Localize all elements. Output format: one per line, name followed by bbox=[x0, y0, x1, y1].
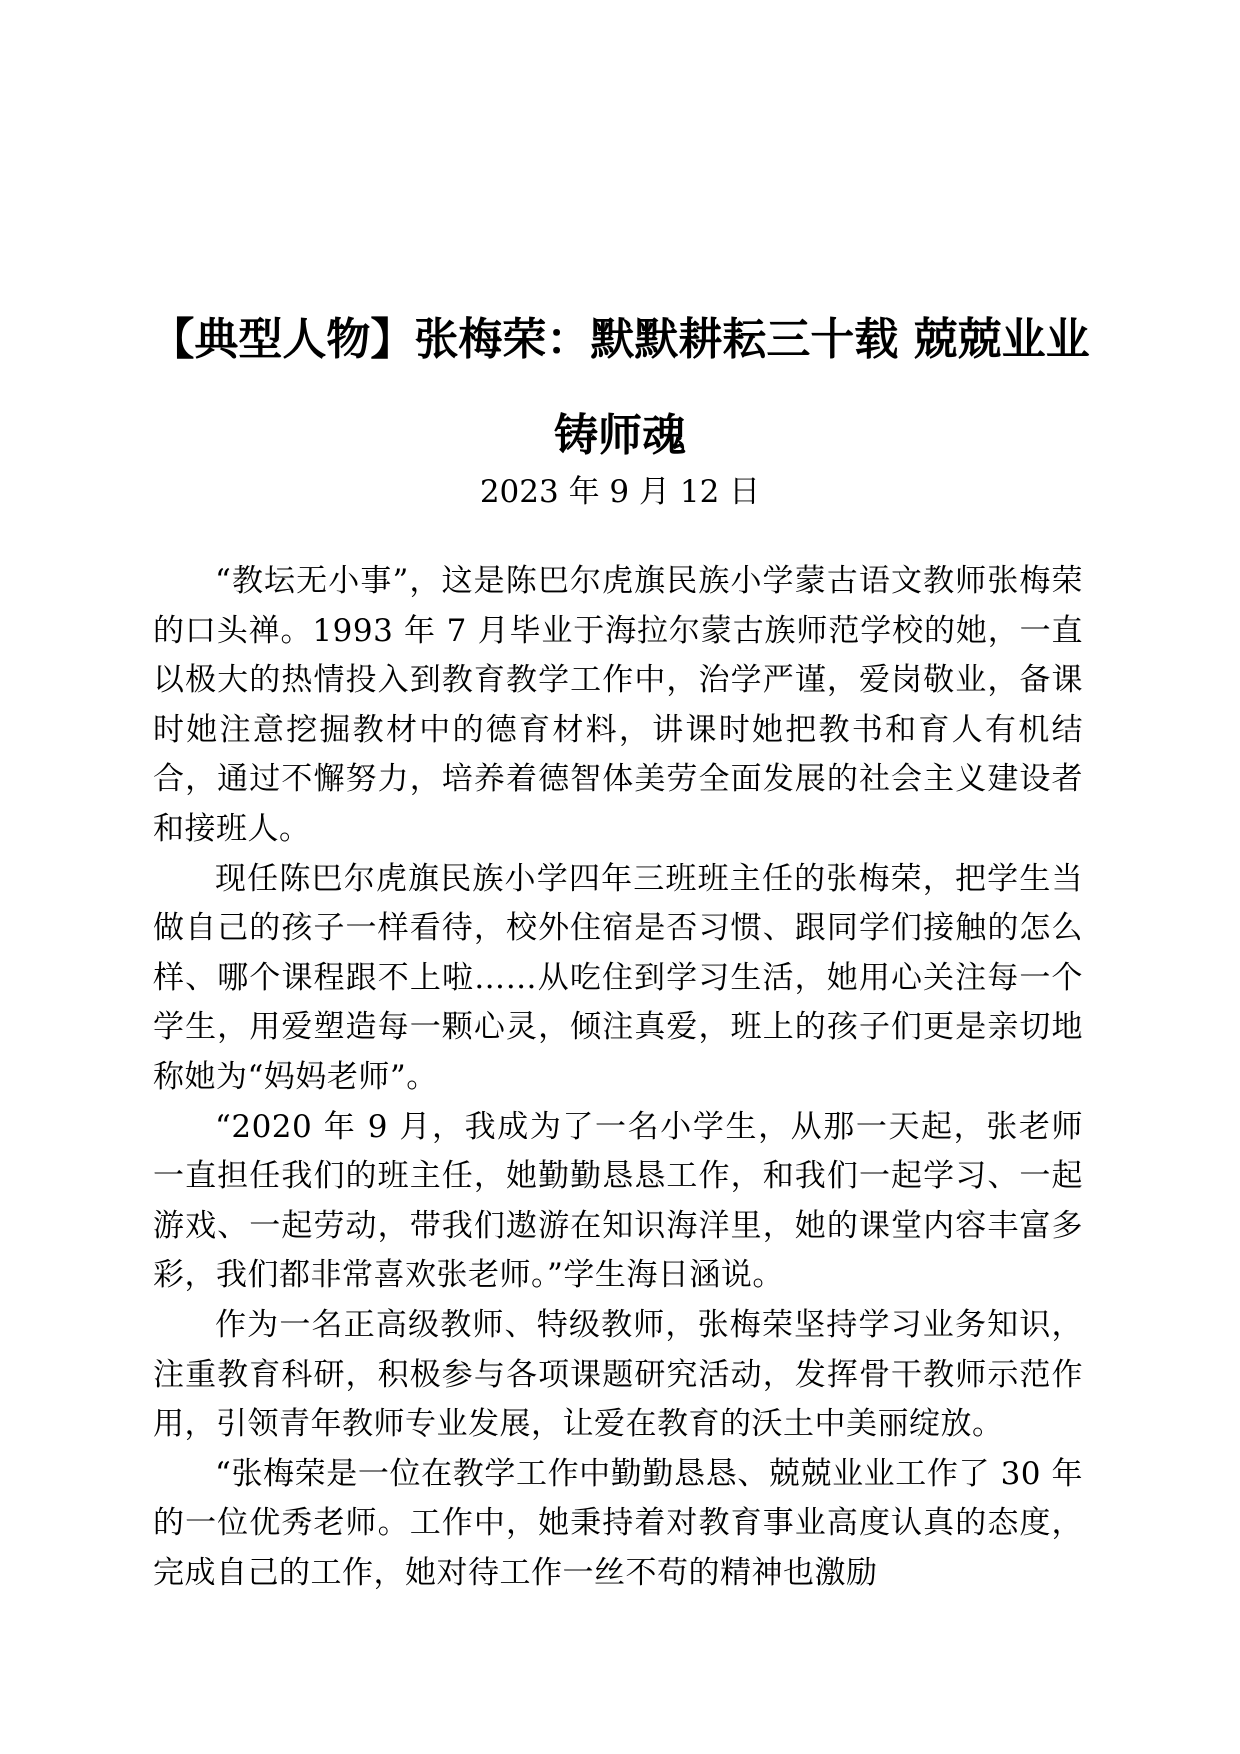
article-title: 【典型人物】张梅荣：默默耕耘三十载 兢兢业业铸师魂 bbox=[150, 314, 1090, 461]
paragraph-1: “教坛无小事”，这是陈巴尔虎旗民族小学蒙古语文教师张梅荣的口头禅。1993 年 7 月毕业于海拉尔蒙古族师范学校的她，一直以极大的热情投入到教育教学工作中，治学严谨，爱岗敬业，备课时她注意挖掘教材中的德育材料，讲课时她把教书和育人有机结合，通过不懈努力，培养着德智体美劳全面发展的社会主义建设者和接班人。 bbox=[153, 563, 1083, 847]
article-body bbox=[153, 557, 1083, 1598]
article-date: 2023 年 9 月 12 日 bbox=[479, 474, 761, 510]
paragraph-5: “张梅荣是一位在教学工作中勤勤恳恳、兢兢业业工作了 30 年的一位优秀老师。工作中，她秉持着对教育事业高度认真的态度，完成自己的工作，她对待工作一丝不苟的精神也激励 bbox=[153, 1455, 1083, 1591]
paragraph-2: 现任陈巴尔虎旗民族小学四年三班班主任的张梅荣，把学生当做自己的孩子一样看待，校外住宿是否习惯、跟同学们接触的怎么样、哪个课程跟不上啦……从吃住到学习生活，她用心关注每一个学生，用爱塑造每一颗心灵，倾注真爱，班上的孩子们更是亲切地称她为“妈妈老师”。 bbox=[153, 860, 1083, 1095]
paragraph-4: 作为一名正高级教师、特级教师，张梅荣坚持学习业务知识，注重教育科研，积极参与各项课题研究活动，发挥骨干教师示范作用，引领青年教师专业发展，让爱在教育的沃土中美丽绽放。 bbox=[153, 1306, 1083, 1443]
paragraph-3: “2020 年 9 月，我成为了一名小学生，从那一天起，张老师一直担任我们的班主任，她勤勤恳恳工作，和我们一起学习、一起游戏、一起劳动，带我们遨游在知识海洋里，她的课堂内容丰富多彩，我们都非常喜欢张老师。”学生海日涵说。 bbox=[153, 1108, 1083, 1294]
